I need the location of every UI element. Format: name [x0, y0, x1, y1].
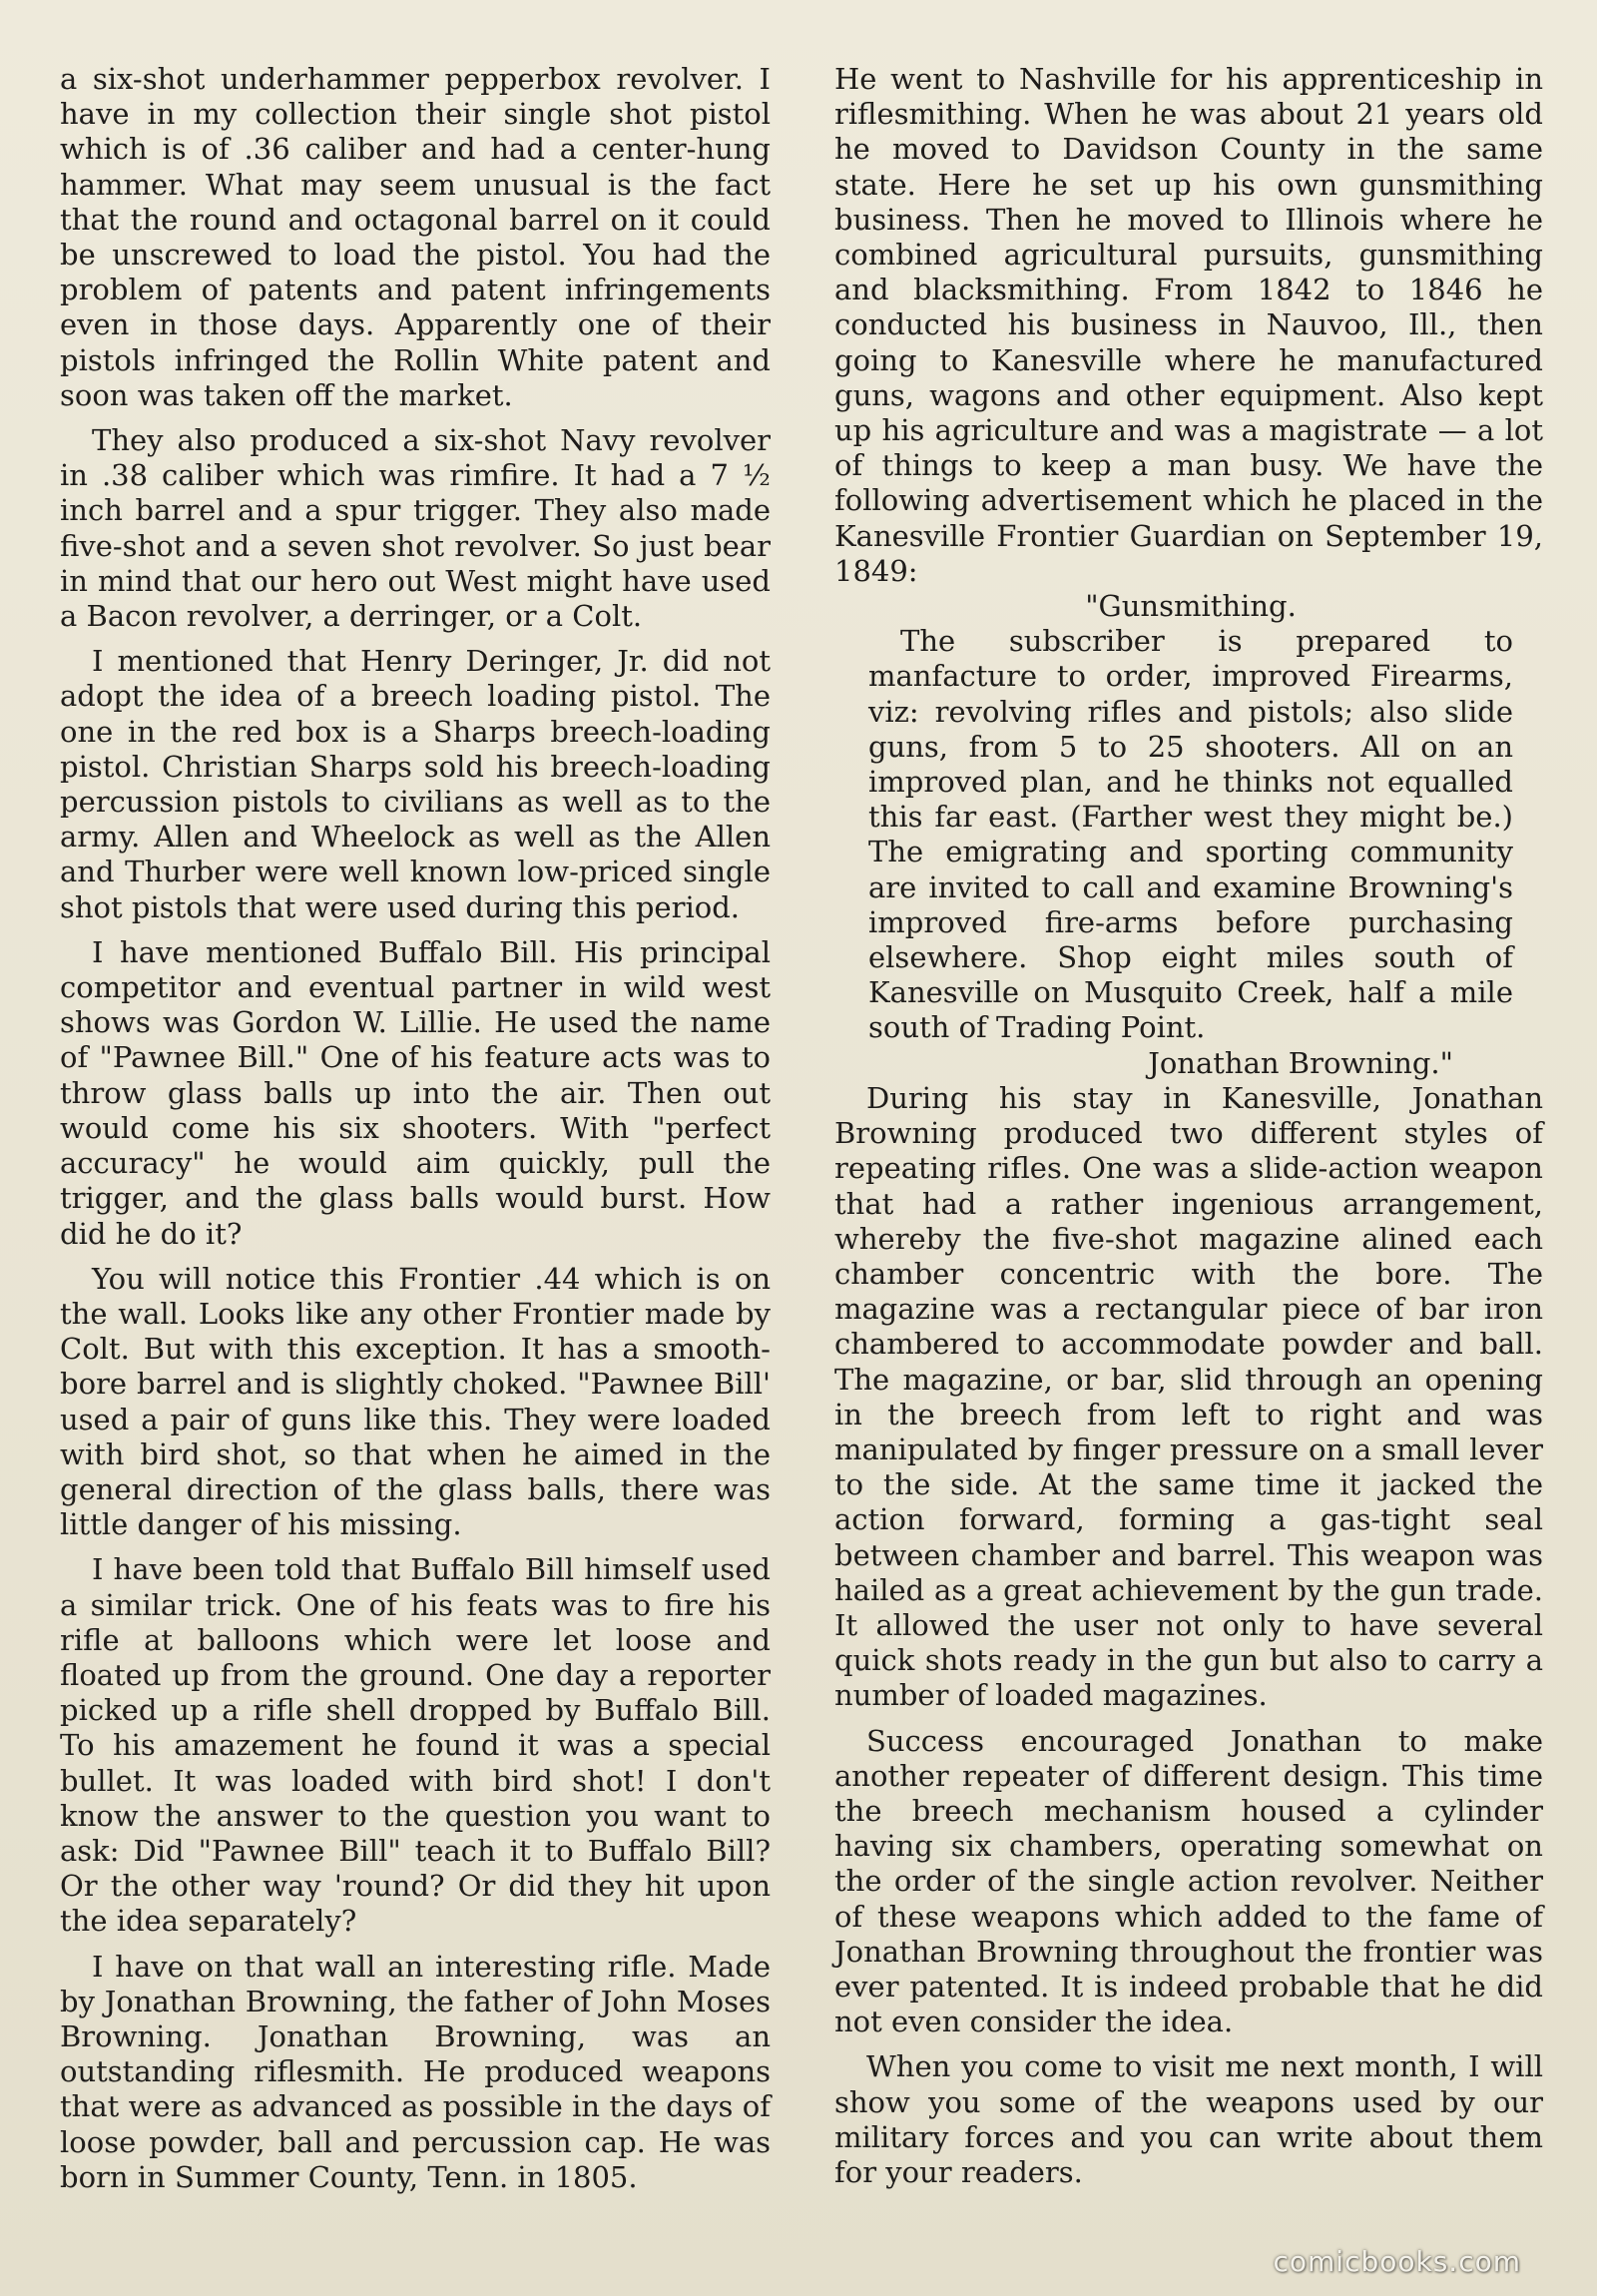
watermark: comicbooks.com	[1273, 2245, 1521, 2278]
paragraph: I have been told that Buffalo Bill himself used a similar trick. One of his feats was to fire his rifle at balloons which were let loose and floated up from the ground. One day a reporter picked up a rifle shell dropped by Buffalo Bill. To his amazement he found it was a special bullet. It was loaded with bird shot! I don't know the answer to the question you want to ask: Did "Pawnee Bill" teach it to Buffalo Bill? Or the other way 'round? Or did they hit upon the idea separately?	[60, 1552, 771, 1939]
paragraph: I have on that wall an interesting rifle. Made by Jonathan Browning, the father of John Moses Browning. Jonathan Browning, was an outstanding riflesmith. He produced weapons that were as advanced as possible in the days of loose powder, ball and percussion cap. He was born in Summer County, Tenn. in 1805.	[60, 1949, 771, 2194]
advertisement-quote	[834, 589, 1543, 1081]
paragraph: You will notice this Frontier .44 which is on the wall. Looks like any other Frontier made by Colt. But with this exception. It has a smooth-bore barrel and is slightly choked. "Pawnee Bill' used a pair of guns like this. They were loaded with bird shot, so that when he aimed in the general direction of the glass balls, there was little danger of his missing.	[60, 1261, 771, 1542]
paragraph: I have mentioned Buffalo Bill. His principal competitor and eventual partner in wild west shows was Gordon W. Lillie. He used the name of "Pawnee Bill." One of his feature acts was to throw glass balls up into the air. Then out would come his six shooters. With "perfect accuracy" he would aim quickly, pull the trigger, and the glass balls would burst. How did he do it?	[60, 934, 771, 1251]
advertisement-body: The subscriber is prepared to manfacture to order, improved Firearms, viz: revolving rifles and pistols; also slide guns, from 5 to 25 shooters. All on an improved plan, and he thinks not equalled this far east. (Farther west they might be.) The emigrating and sporting community are invited to call and examine Browning's improved fire-arms before purchasing elsewhere. Shop eight miles south of Kanesville on Musquito Creek, half a mile south of Trading Point.	[868, 624, 1513, 1045]
paragraph: During his stay in Kanesville, Jonathan Browning produced two different styles of repeating rifles. One was a slide-action weapon that had a rather ingenious arrangement, whereby the five-shot magazine alined each chamber concentric with the bore. The magazine was a rectangular piece of bar iron chambered to accommodate powder and ball. The magazine, or bar, slid through an opening in the breech from left to right and was manipulated by finger pressure on a small lever to the side. At the same time it jacked the action forward, forming a gas-tight seal between chamber and barrel. This weapon was hailed as a great achievement by the gun trade. It allowed the user not only to have several quick shots ready in the gun but also to carry a number of loaded magazines.	[834, 1080, 1543, 1713]
paragraph: They also produced a six-shot Navy revolver in .38 caliber which was rimfire. It had a 7 ½ inch barrel and a spur trigger. They also made five-shot and a seven shot revolver. So just bear in mind that our hero out West might have used a Bacon revolver, a derringer, or a Colt.	[60, 423, 771, 634]
paragraph: a six-shot underhammer pepperbox revolver. I have in my collection their single shot pistol which is of .36 caliber and had a center-hung hammer. What may seem unusual is the fact that the round and octagonal barrel on it could be unscrewed to load the pistol. You had the problem of patents and patent infringements even in those days. Apparently one of their pistols infringed the Rollin White patent and soon was taken off the market.	[60, 62, 771, 412]
paragraph: When you come to visit me next month, I will show you some of the weapons used by our military forces and you can write about them for your readers.	[834, 2049, 1543, 2189]
left-column	[60, 62, 771, 2205]
advertisement-signature: Jonathan Browning."	[1148, 1045, 1453, 1080]
paragraph: Success encouraged Jonathan to make another repeater of different design. This time the breech mechanism housed a cylinder having six chambers, operating somewhat on the order of the single action revolver. Neither of these weapons which added to the fame of Jonathan Browning throughout the frontier was ever patented. It is indeed probable that he did not even consider the idea.	[834, 1723, 1543, 2039]
paragraph: I mentioned that Henry Deringer, Jr. did not adopt the idea of a breech loading pistol. The one in the red box is a Sharps breech-loading pistol. Christian Sharps sold his breech-loading percussion pistols to civilians as well as to the army. Allen and Wheelock as well as the Allen and Thurber were well known low-priced single shot pistols that were used during this period.	[60, 644, 771, 924]
advertisement-heading: "Gunsmithing.	[1085, 589, 1297, 624]
paragraph: He went to Nashville for his apprenticeship in riflesmithing. When he was about 21 years old he moved to Davidson County in the same state. Here he set up his own gunsmithing business. Then he moved to Illinois where he combined agricultural pursuits, gunsmithing and blacksmithing. From 1842 to 1846 he conducted his business in Nauvoo, Ill., then going to Kanesville where he manufactured guns, wagons and other equipment. Also kept up his agriculture and was a magistrate — a lot of things to keep a man busy. We have the following advertisement which he placed in the Kanesville Frontier Guardian on September 19, 1849:	[834, 62, 1543, 588]
right-column	[834, 62, 1543, 2200]
